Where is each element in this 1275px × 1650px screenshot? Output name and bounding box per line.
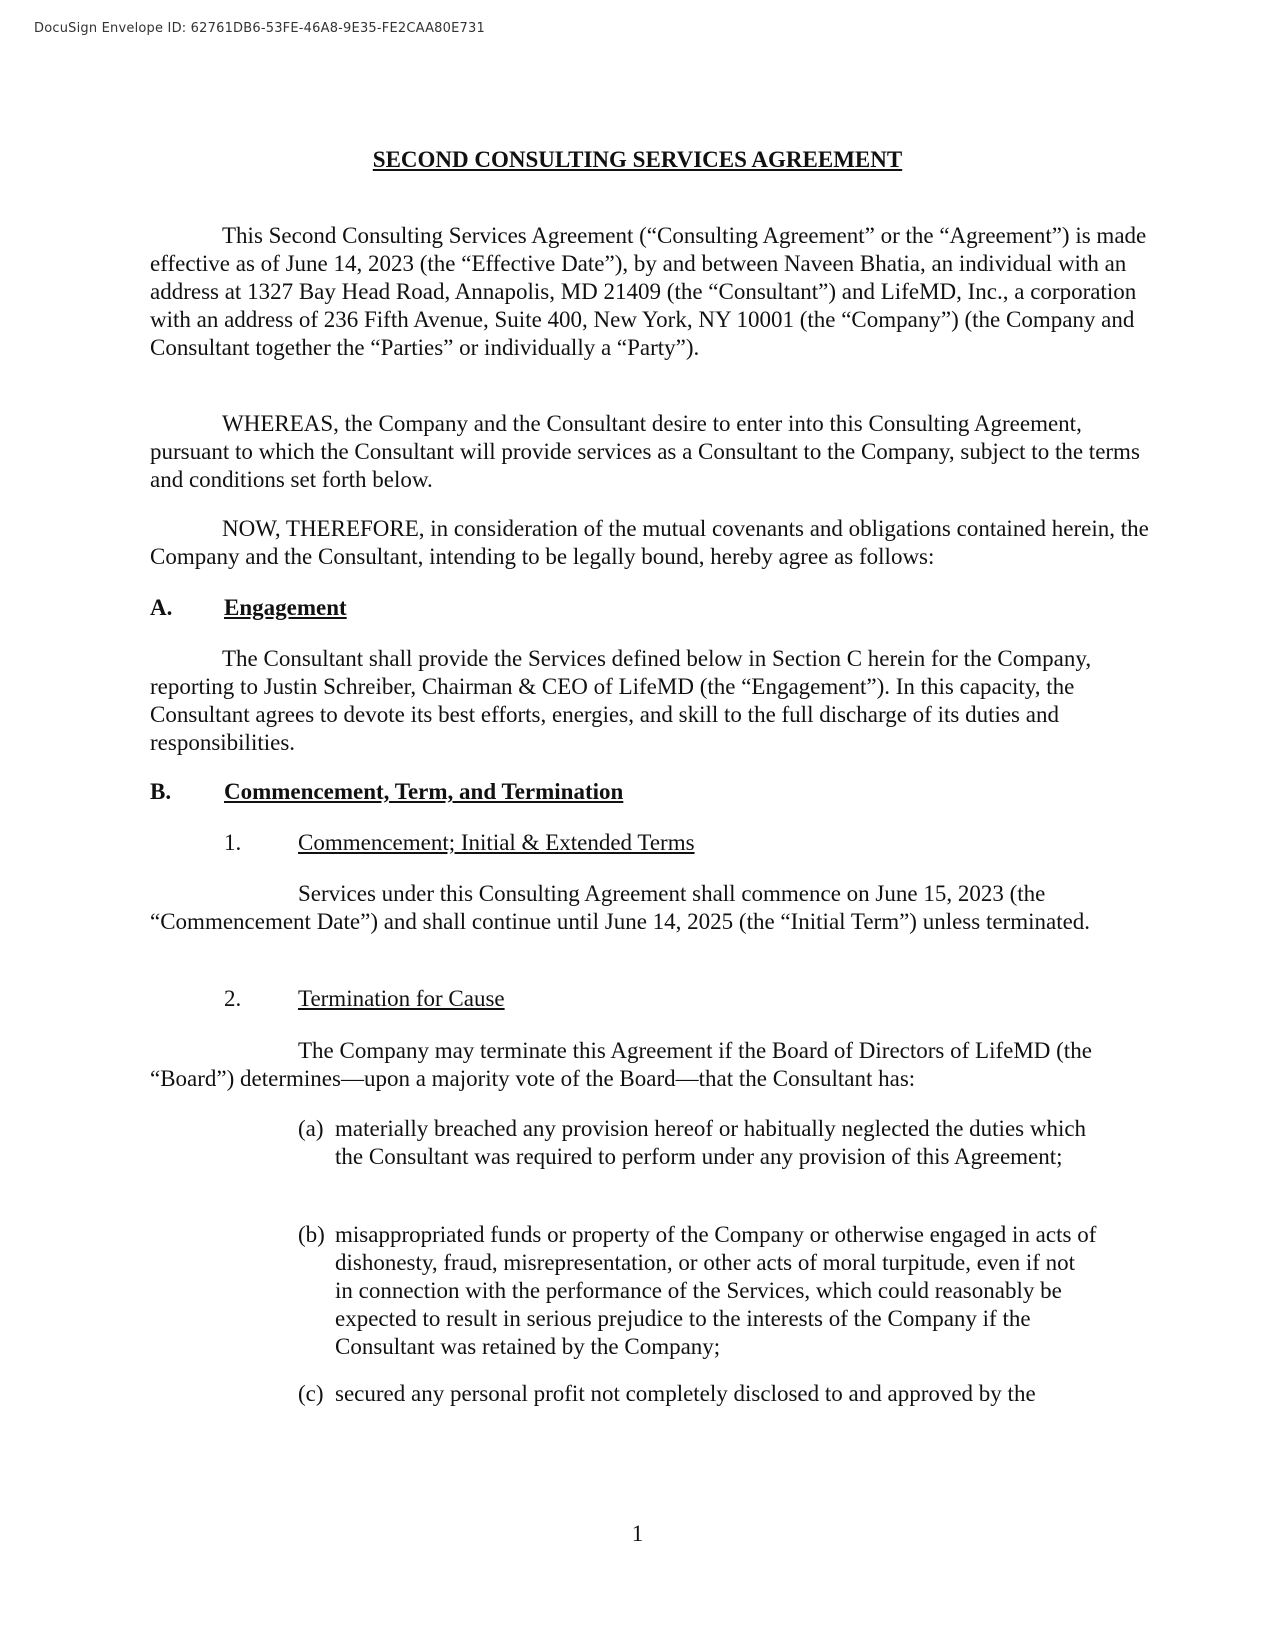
list-item-text: materially breached any provision hereof or habitually neglected the duties which the Consultant was required to perform under any provision of this Agreement; <box>335 1116 1087 1169</box>
subsection-1-title: Commencement; Initial & Extended Terms <box>298 830 695 855</box>
page-number: 1 <box>631 1521 644 1546</box>
docusign-envelope-id: DocuSign Envelope ID: 62761DB6-53FE-46A8-9E35-FE2CAA80E731 <box>34 21 485 36</box>
subsection-2-title: Termination for Cause <box>298 986 505 1011</box>
subsection-2-number: 2. <box>224 986 242 1011</box>
section-b-letter: B. <box>150 779 172 804</box>
section-a-letter: A. <box>150 595 173 620</box>
whereas-paragraph: WHEREAS, the Company and the Consultant desire to enter into this Consulting Agreement, pursuant to which the Consultant will provide services as a Consultant to the Company, subject to the terms and conditions set forth below. <box>150 411 1140 492</box>
now-therefore-paragraph: NOW, THEREFORE, in consideration of the mutual covenants and obligations contained herein, the Company and the Consultant, intending to be legally bound, hereby agree as follows: <box>150 516 1149 569</box>
list-item-text: secured any personal profit not completely disclosed to and approved by the <box>335 1381 1036 1406</box>
subsection-1-body: Services under this Consulting Agreement shall commence on June 15, 2023 (the “Commencement Date”) and shall continue until June 14, 2025 (the “Initial Term”) unless terminated. <box>150 881 1091 934</box>
list-item-label: (c) <box>298 1381 324 1406</box>
subsection-2-heading <box>224 985 505 1013</box>
subsection-1-number: 1. <box>224 830 242 855</box>
section-b-heading <box>150 778 623 806</box>
document-title: SECOND CONSULTING SERVICES AGREEMENT <box>372 147 903 172</box>
list-item <box>298 1380 1098 1408</box>
section-b-title: Commencement, Term, and Termination <box>224 779 624 804</box>
list-item-label: (a) <box>298 1116 324 1141</box>
list-item <box>298 1115 1098 1171</box>
list-item-text: misappropriated funds or property of the Company or otherwise engaged in acts of dishonesty, fraud, misrepresentation, or other acts of moral turpitude, even if not in connection with the performance of the Services, which could reasonably be expected to result in serious prejudice to the interests of the Company if the Consultant was retained by the Company; <box>335 1222 1097 1359</box>
section-a-body: The Consultant shall provide the Services defined below in Section C herein for the Company, reporting to Justin Schreiber, Chairman & CEO of LifeMD (the “Engagement”). In this capacity, the Consultant agrees to devote its best efforts, energies, and skill to the full discharge of its duties and responsibilities. <box>150 646 1092 755</box>
section-a-heading <box>150 594 347 622</box>
list-item-label: (b) <box>298 1222 325 1247</box>
subsection-2-body: The Company may terminate this Agreement if the Board of Directors of LifeMD (the “Board”) determines—upon a majority vote of the Board—that the Consultant has: <box>150 1038 1092 1091</box>
intro-paragraph: This Second Consulting Services Agreement (“Consulting Agreement” or the “Agreement”) is made effective as of June 14, 2023 (the “Effective Date”), by and between Naveen Bhatia, an individual with an address at 1327 Bay Head Road, Annapolis, MD 21409 (the “Consultant”) and LifeMD, Inc., a corporation with an address of 236 Fifth Avenue, Suite 400, New York, NY 10001 (the “Company”) (the Company and Consultant together the “Parties” or individually a “Party”). <box>150 223 1147 360</box>
section-a-title: Engagement <box>224 595 347 620</box>
subsection-1-heading <box>224 829 695 857</box>
list-item <box>298 1221 1098 1361</box>
